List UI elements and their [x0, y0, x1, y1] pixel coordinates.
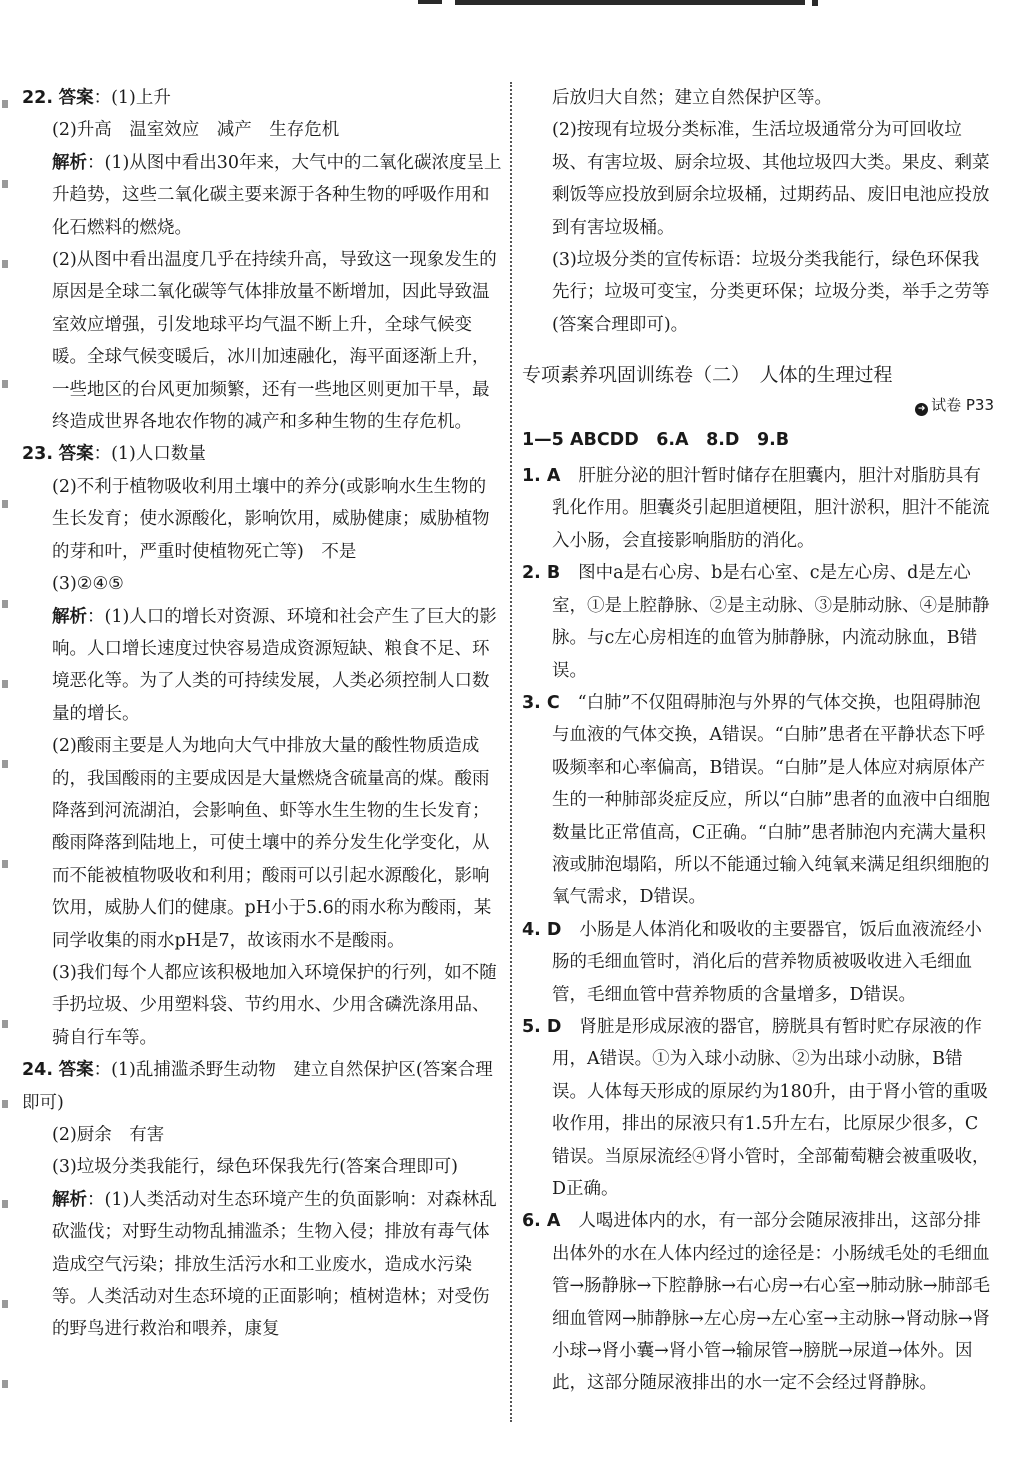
explanation-text: ：(1)从图中看出30年来，大气中的二氧化碳浓度呈上升趋势，这些二氧化碳主要来源于各种生物的呼吸作用和化石燃料的燃烧。 [52, 152, 502, 238]
arrow-circle-icon: ➜ [915, 403, 928, 416]
answer-text: ：(1)乱捕滥杀野生动物 建立自然保护区(答案合理即可) [22, 1060, 493, 1113]
top-print-mark-right [812, 0, 818, 6]
explanation-label: 解析 [52, 152, 87, 173]
explanation-text: ：(1)人口的增长对资源、环境和社会产生了巨大的影响。人口增长速度过快容易造成资源短缺、粮食不足、环境恶化等。为了人类的可持续发展，人类必须控制人口数量的增长。 [52, 606, 497, 724]
column-divider [510, 82, 512, 1422]
item-number: 4. [522, 919, 541, 940]
answer-text: (3)垃圾分类我能行，绿色环保我先行(答案合理即可) [52, 1157, 458, 1178]
left-column [22, 82, 502, 1346]
question-number: 22. [22, 88, 54, 108]
question-22 [22, 82, 502, 438]
item-explanation: “白肺”不仅阻碍肺泡与外界的气体交换，也阻碍肺泡与血液的气体交换，A错误。“白肺”患者在平静状态下呼吸频率和心率偏高，B错误。“白肺”是人体应对病原体产生的一种肺部炎症反应，所以“白肺”患者的血液中白细胞数量比正常值高，C正确。“白肺”患者肺泡内充满大量积液或肺泡塌陷，所以不能通过输入纯氧来满足组织细胞的氧气需求，D错误。 [552, 692, 990, 908]
answer-text: (2)不利于植物吸收利用土壤中的养分(或影响水生生物的生长发育；使水源酸化，影响饮用，威胁健康；威胁植物的芽和叶，严重时使植物死亡等) 不是 [52, 476, 490, 562]
answer-label: 答案 [58, 1060, 94, 1081]
answer-item [522, 1011, 994, 1205]
answer-text: (3)②④⑤ [52, 574, 124, 595]
section-title: 专项素养巩固训练卷（二） 人体的生理过程 [522, 364, 893, 387]
continued-text: (3)垃圾分类的宣传标语：垃圾分类我能行，绿色环保我先行；垃圾可变宝，分类更环保；垃圾分类，举手之劳等(答案合理即可)。 [552, 250, 990, 335]
question-number: 24. [22, 1060, 54, 1081]
question-23 [22, 438, 502, 1054]
item-number: 1. [522, 466, 541, 487]
answer-item [522, 914, 994, 1011]
answer-text: ：(1)人口数量 [93, 444, 206, 465]
item-number: 6. [522, 1211, 541, 1232]
item-explanation: 肝脏分泌的胆汁暂时储存在胆囊内，胆汁对脂肪具有乳化作用。胆囊炎引起胆道梗阻，胆汁淤积，胆汁不能流入小肠，会直接影响脂肪的消化。 [552, 466, 990, 551]
explanation-text: (2)从图中看出温度几乎在持续升高，导致这一现象发生的原因是全球二氧化碳等气体排放量不断增加，因此导致温室效应增强，引发地球平均气温不断上升，全球气候变暖。全球气候变暖后，冰川加速融化，海平面逐渐上升，一些地区的台风更加频繁，还有一些地区则更加干旱，最终造成世界各地农作物的减产和多种生物的生存危机。 [52, 250, 497, 433]
item-answer-letter: D [546, 919, 562, 940]
explanation-text: ：(1)人类活动对生态环境产生的负面影响：对森林乱砍滥伐；对野生动物乱捕滥杀；生物入侵；排放有毒气体造成空气污染；排放生活污水和工业废水，造成水污染等。人类活动对生态环境的正面影响；植树造林；对受伤的野鸟进行救治和喂养，康复 [52, 1189, 497, 1340]
item-answer-letter: D [546, 1016, 562, 1037]
answer-item [522, 687, 994, 914]
item-explanation: 肾脏是形成尿液的器官，膀胱具有暂时贮存尿液的作用，A错误。①为入球小动脉、②为出球小动脉，B错误。人体每天形成的原尿约为180升，由于肾小管的重吸收作用，排出的尿液只有1.5升左右，比原尿少很多，C错误。当原尿流经④肾小管时，全部葡萄糖会被重吸收，D正确。 [552, 1016, 990, 1199]
answer-label: 答案 [58, 88, 94, 108]
explanation-text: (3)我们每个人都应该积极地加入环境保护的行列，如不随手扔垃圾、少用塑料袋、节约用水、少用含磷洗涤用品、骑自行车等。 [52, 962, 497, 1048]
item-number: 2. [522, 563, 541, 584]
answer-text: (2)厨余 有害 [52, 1125, 165, 1145]
answer-label: 答案 [58, 444, 94, 465]
item-answer-letter: B [546, 563, 561, 584]
item-number: 5. [522, 1016, 541, 1037]
answer-item [522, 1205, 994, 1399]
item-answer-letter: A [546, 466, 561, 487]
reference-text: 试卷 P33 [931, 395, 994, 414]
item-answer-letter: C [546, 692, 560, 713]
answer-item-list [522, 460, 994, 1400]
item-answer-letter: A [546, 1211, 561, 1232]
continued-text: 后放归大自然；建立自然保护区等。 [552, 88, 832, 108]
answer-item [522, 460, 994, 557]
binding-edge [0, 60, 10, 1420]
item-explanation: 图中a是右心房、b是右心室、c是左心房、d是左心室，①是上腔静脉、②是主动脉、③是肺动脉、④是肺静脉。与c左心房相连的血管为肺静脉，内流动脉血，B错误。 [552, 563, 990, 681]
answer-item [522, 557, 994, 687]
continued-text: (2)按现有垃圾分类标准，生活垃圾通常分为可回收垃圾、有害垃圾、厨余垃圾、其他垃圾四大类。果皮、剩菜剩饭等应投放到厨余垃圾桶，过期药品、废旧电池应投放到有害垃圾桶。 [552, 120, 990, 238]
right-column [522, 82, 994, 1400]
item-explanation: 小肠是人体消化和吸收的主要器官，饭后血液流经小肠的毛细血管时，消化后的营养物质被吸收进入毛细血管，毛细血管中营养物质的含量增多，D错误。 [552, 919, 982, 1005]
explanation-label: 解析 [52, 606, 87, 627]
answer-text: ：(1)上升 [93, 88, 171, 108]
explanation-text: (2)酸雨主要是人为地向大气中排放大量的酸性物质造成的，我国酸雨的主要成因是大量燃烧含硫量高的煤。酸雨降落到河流湖泊，会影响鱼、虾等水生生物的生长发育；酸雨降落到陆地上，可使土壤中的养分发生化学变化，从而不能被植物吸收和利用；酸雨可以引起水源酸化，影响饮用，威胁人们的健康。pH小于5.6的雨水称为酸雨，某同学收集的雨水pH是7，故该雨水不是酸雨。 [52, 736, 492, 951]
item-number: 3. [522, 692, 541, 713]
question-number: 23. [22, 444, 54, 465]
answer-keys: 1—5 ABCDD 6.A 8.D 9.B [522, 429, 790, 450]
explanation-label: 解析 [52, 1189, 87, 1210]
top-print-bar [455, 0, 805, 5]
test-paper-reference [522, 394, 994, 416]
top-print-mark [418, 0, 442, 4]
item-explanation: 人喝进体内的水，有一部分会随尿液排出，这部分排出体外的水在人体内经过的途径是：小肠绒毛处的毛细血管→肠静脉→下腔静脉→右心房→右心室→肺动脉→肺部毛细血管网→肺静脉→左心房→左心室→主动脉→肾动脉→肾小球→肾小囊→肾小管→输尿管→膀胱→尿道→体外。因此，这部分随尿液排出的水一定不会经过肾静脉。 [552, 1211, 990, 1394]
answer-text: (2)升高 温室效应 减产 生存危机 [52, 120, 340, 141]
question-24 [22, 1054, 502, 1346]
